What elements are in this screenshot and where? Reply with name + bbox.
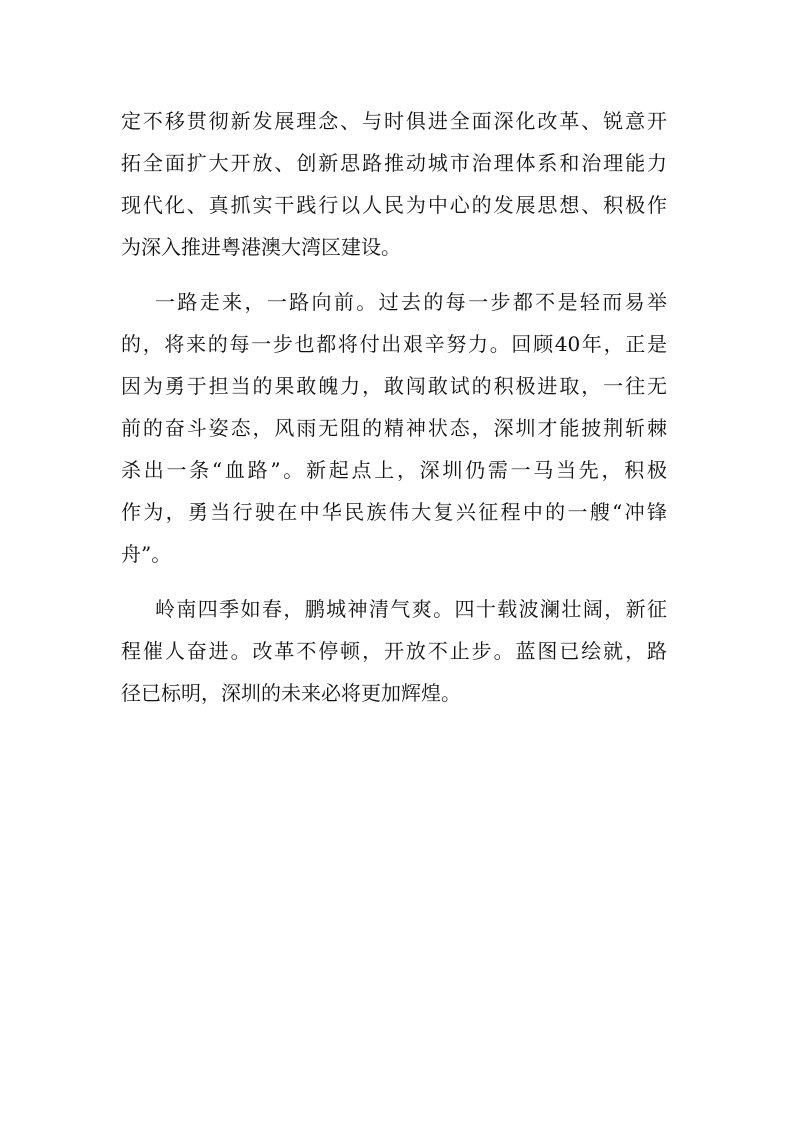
document-body	[121, 100, 667, 727]
text-line: 岭南四季如春，鹏城神清气爽。四十载波澜壮阔，新征	[155, 597, 667, 621]
text-line: 定不移贯彻新发展理念、与时俱进全面深化改革、锐意开	[121, 109, 667, 133]
text-line: 因为勇于担当的果敢魄力，敢闯敢试的积极进取，一往无	[121, 374, 667, 398]
paragraph-2	[121, 281, 667, 575]
text-line: 一路走来，一路向前。过去的每一步都不是轻而易举	[155, 290, 667, 314]
text-line: 现代化、真抓实干践行以人民为中心的发展思想、积极作	[121, 193, 667, 217]
text-line: 程催人奋进。改革不停顿，开放不止步。蓝图已绘就，路	[121, 639, 667, 663]
paragraph-3	[121, 588, 667, 714]
text-line: 的，将来的每一步也都将付出艰辛努力。回顾40年，正是	[121, 332, 667, 356]
text-line: 作为，勇当行驶在中华民族伟大复兴征程中的一艘“冲锋	[121, 500, 667, 524]
text-line: 径已标明，深圳的未来必将更加辉煌。	[121, 681, 461, 705]
text-line: 舟”。	[121, 542, 172, 566]
text-line: 为深入推进粤港澳大湾区建设。	[121, 235, 401, 259]
text-line: 杀出一条“血路”。新起点上，深圳仍需一马当先，积极	[121, 458, 667, 482]
text-line: 前的奋斗姿态，风雨无阻的精神状态，深圳才能披荆斩棘	[121, 416, 667, 440]
paragraph-1	[121, 100, 667, 268]
text-line: 拓全面扩大开放、创新思路推动城市治理体系和治理能力	[121, 151, 667, 175]
